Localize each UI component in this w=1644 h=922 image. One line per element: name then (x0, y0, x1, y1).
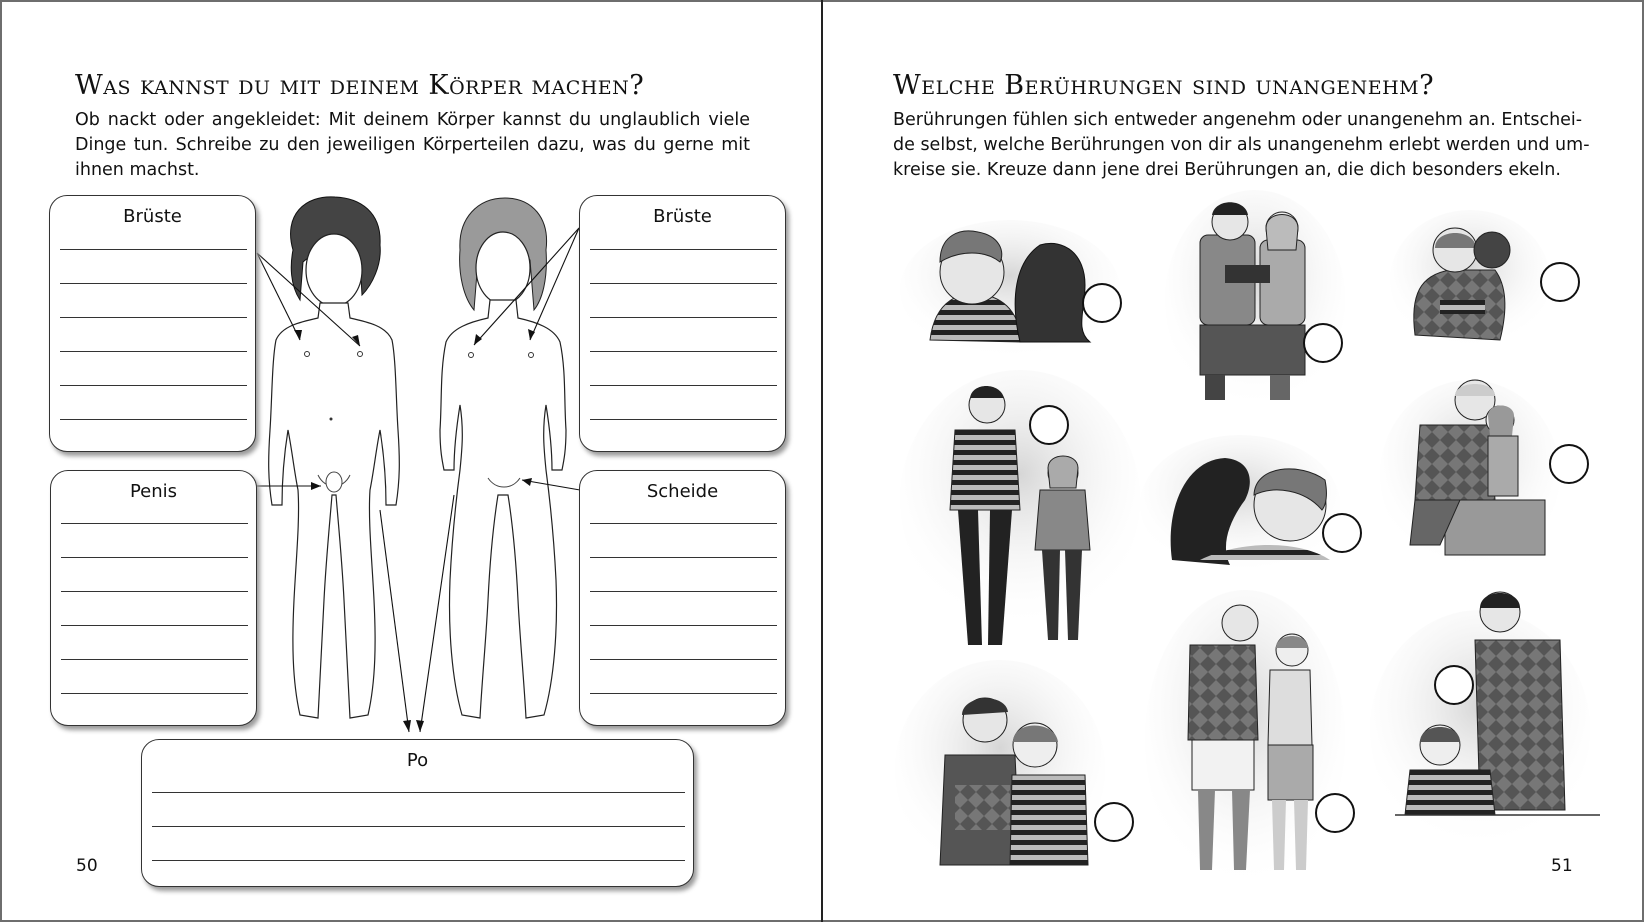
left-page-title: Was kannst du mit deinem Körper machen? (75, 70, 645, 101)
brueste-left-label: Brüste (123, 206, 182, 227)
right-intro-line-1: Berührungen fühlen sich entweder angenehm oder unangenehm an. Entschei- (893, 110, 1583, 130)
left-page-number: 50 (76, 856, 98, 876)
right-page-number: 51 (1551, 856, 1573, 876)
answer-circle[interactable] (1029, 405, 1069, 445)
answer-circle[interactable] (1549, 444, 1589, 484)
scheide-label: Scheide (646, 481, 719, 502)
right-intro-line-3: kreise sie. Kreuze dann jene drei Berührungen an, die dich besonders ekeln. (893, 160, 1561, 180)
po-label: Po (406, 750, 429, 771)
answer-circle[interactable] (1094, 802, 1134, 842)
left-intro-line-2: Dinge tun. Schreibe zu den jeweiligen Körperteilen dazu, was du gerne mit (75, 135, 750, 155)
scene-hug-boy (1390, 210, 1550, 350)
scene-grandpa-with-girl (1380, 380, 1560, 570)
scene-teacher-student (1370, 592, 1600, 850)
answer-circle[interactable] (1082, 283, 1122, 323)
right-intro-line-2: de selbst, welche Berührungen von dir als unangenehm erlebt werden und um- (893, 135, 1590, 155)
left-intro-line-3: ihnen machst. (75, 160, 200, 180)
scene-face-touch (1140, 435, 1340, 575)
scene-couple-reading (1165, 190, 1345, 410)
scene-mother-hug (895, 660, 1105, 880)
right-page-title: Welche Berührungen sind unangenehm? (893, 70, 1435, 101)
scene-walking-hand-in-hand (900, 370, 1140, 645)
scene-man-with-boy (1145, 590, 1345, 890)
answer-circle[interactable] (1322, 513, 1362, 553)
left-intro-line-1: Ob nackt oder angekleidet: Mit deinem Körper kannst du unglaublich viele (75, 110, 750, 130)
answer-circle[interactable] (1434, 665, 1474, 705)
answer-circle[interactable] (1315, 793, 1355, 833)
penis-label: Penis (129, 481, 178, 502)
answer-circle[interactable] (1303, 323, 1343, 363)
brueste-right-label: Brüste (653, 206, 712, 227)
answer-circle[interactable] (1540, 262, 1580, 302)
